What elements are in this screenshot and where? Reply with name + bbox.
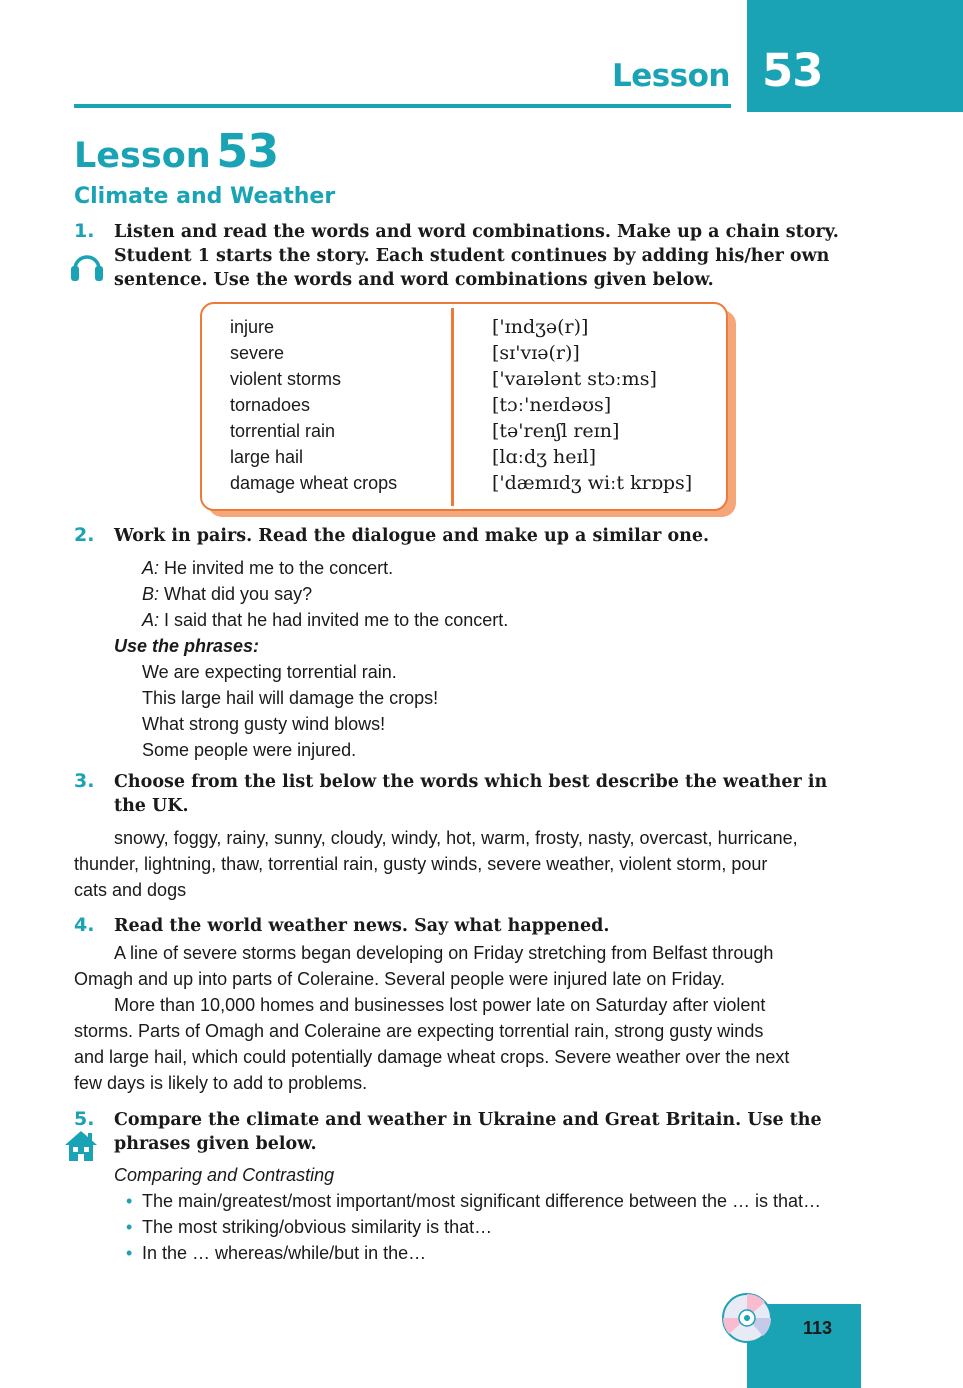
vocab-transcription: ['ɪndʒə(r)] <box>492 316 589 338</box>
page-title <box>74 124 279 178</box>
vocab-transcription: [lɑːdʒ heɪl] <box>492 446 597 468</box>
bullet-text: The main/greatest/most important/most significant difference between the … is that… <box>142 1191 821 1211</box>
bullet-icon: • <box>126 1191 133 1211</box>
vocab-transcription: [tə'renʃl reɪn] <box>492 420 620 442</box>
header-rule <box>74 104 731 108</box>
vocab-divider <box>451 308 454 506</box>
task-2-number: 2. <box>74 524 95 546</box>
task-5-line: Compare the climate and weather in Ukraine and Great Britain. Use the <box>114 1110 822 1130</box>
dialogue-text: What did you say? <box>159 584 313 604</box>
news-paragraph-2 <box>74 992 862 1096</box>
vocab-word: tornadoes <box>230 395 311 415</box>
dialogue <box>142 555 508 633</box>
bullet-item <box>124 1188 862 1214</box>
vocab-transcription: ['vaɪələnt stɔːms] <box>492 368 657 390</box>
dialogue-speaker: A: <box>142 610 160 630</box>
comparison-phrases <box>124 1188 862 1266</box>
dialogue-line <box>142 555 508 581</box>
task-5-instruction <box>114 1108 862 1156</box>
news-line: and large hail, which could potentially damage wheat crops. Severe weather over the next <box>74 1047 790 1067</box>
task-4-number: 4. <box>74 914 95 936</box>
task-3-number: 3. <box>74 770 95 792</box>
task-1-number: 1. <box>74 220 95 242</box>
weather-words-line: snowy, foggy, rainy, sunny, cloudy, windy, hot, warm, frosty, nasty, overcast, hurricane, <box>114 828 798 848</box>
bullet-icon: • <box>126 1217 133 1237</box>
task-2-instruction: Work in pairs. Read the dialogue and make up a similar one. <box>114 526 710 546</box>
task-1-line: Listen and read the words and word combinations. Make up a chain story. <box>114 222 839 242</box>
phrases-label: Use the phrases: <box>114 636 260 656</box>
bullet-icon: • <box>126 1243 133 1263</box>
task-5-line: phrases given below. <box>114 1134 317 1154</box>
weather-word-list <box>74 825 862 903</box>
dialogue-speaker: B: <box>142 584 160 604</box>
header-lesson-number: 53 <box>762 44 823 97</box>
vocab-word: violent storms <box>230 369 342 389</box>
header-lesson-word: Lesson <box>611 58 730 94</box>
dialogue-text: I said that he had invited me to the concert. <box>159 610 509 630</box>
task-1-line: Student 1 starts the story. Each student continues by adding his/her own <box>114 246 830 266</box>
news-line: A line of severe storms began developing on Friday stretching from Belfast through <box>114 943 774 963</box>
phrases-list <box>142 659 438 763</box>
title-number: 53 <box>216 124 279 178</box>
vocab-word: large hail <box>230 447 304 467</box>
vocab-transcription: [tɔː'neɪdəʊs] <box>492 394 612 416</box>
task-3-line: the UK. <box>114 796 189 816</box>
dialogue-line <box>142 607 508 633</box>
comparing-subhead: Comparing and Contrasting <box>114 1165 335 1185</box>
dialogue-line <box>142 581 508 607</box>
vocab-word: injure <box>230 317 275 337</box>
vocab-word: torrential rain <box>230 421 336 441</box>
headphones-icon <box>70 249 104 288</box>
phrase: We are expecting torrential rain. <box>142 662 397 682</box>
dialogue-speaker: A: <box>142 558 160 578</box>
page-number: 113 <box>803 1318 833 1338</box>
title-word: Lesson <box>74 136 211 176</box>
vocab-transcription-list <box>492 314 692 496</box>
news-paragraph-1 <box>74 940 862 992</box>
vocab-word-list <box>230 314 397 496</box>
task-1-instruction <box>114 220 862 292</box>
cd-icon <box>721 1292 773 1349</box>
news-line: few days is likely to add to problems. <box>74 1073 368 1093</box>
task-5-number: 5. <box>74 1108 95 1130</box>
bullet-text: In the … whereas/while/but in the… <box>142 1243 427 1263</box>
vocab-word: severe <box>230 343 285 363</box>
task-3-line: Choose from the list below the words which best describe the weather in <box>114 772 828 792</box>
task-4-instruction: Read the world weather news. Say what happened. <box>114 916 610 936</box>
bullet-text: The most striking/obvious similarity is that… <box>142 1217 493 1237</box>
vocab-transcription: ['dæmɪdʒ wiːt krɒps] <box>492 472 693 494</box>
house-icon <box>64 1130 98 1167</box>
task-3-instruction <box>114 770 862 818</box>
news-line: Omagh and up into parts of Coleraine. Several people were injured late on Friday. <box>74 969 726 989</box>
bullet-item <box>124 1214 862 1240</box>
bullet-item <box>124 1240 862 1266</box>
phrase: This large hail will damage the crops! <box>142 688 439 708</box>
news-line: storms. Parts of Omagh and Coleraine are expecting torrential rain, strong gusty winds <box>74 1021 764 1041</box>
dialogue-text: He invited me to the concert. <box>159 558 394 578</box>
weather-words-line: thunder, lightning, thaw, torrential rain, gusty winds, severe weather, violent storm, pour <box>74 854 768 874</box>
phrase: Some people were injured. <box>142 740 357 760</box>
news-line: More than 10,000 homes and businesses lost power late on Saturday after violent <box>114 995 766 1015</box>
vocab-transcription: [sɪ'vɪə(r)] <box>492 342 580 364</box>
page-subtitle: Climate and Weather <box>74 184 336 209</box>
task-1-line: sentence. Use the words and word combinations given below. <box>114 270 714 290</box>
vocab-word: damage wheat crops <box>230 473 398 493</box>
phrase: What strong gusty wind blows! <box>142 714 386 734</box>
weather-words-line: cats and dogs <box>74 880 187 900</box>
